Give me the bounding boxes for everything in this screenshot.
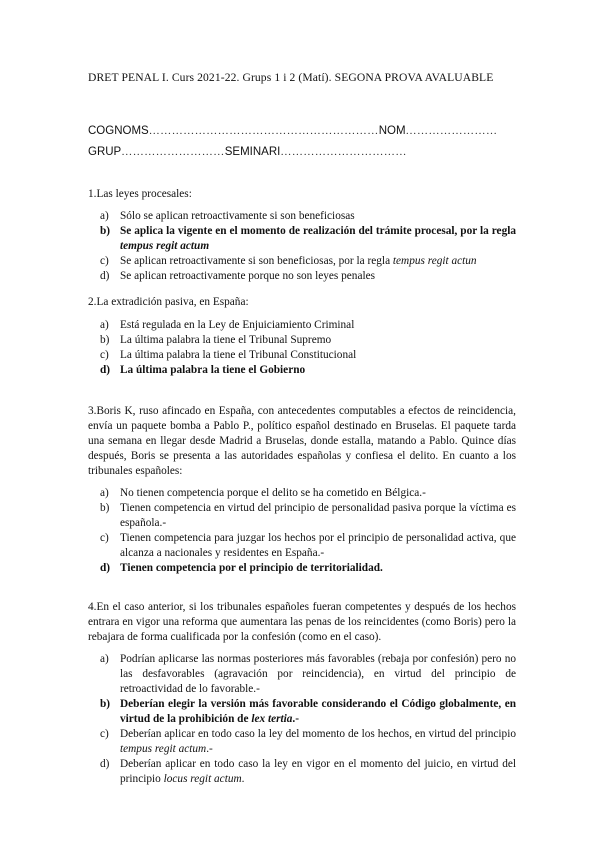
question-2-stem: 2.La extradición pasiva, en España:: [88, 296, 249, 308]
question-4-options: [88, 652, 516, 787]
q1-option-a[interactable]: a) Sólo se aplican retroactivamente si son beneficiosas: [100, 210, 355, 222]
option-label: d): [100, 364, 111, 376]
q4-option-b[interactable]: b) Deberían elegir la versión más favorable considerando el Código globalmente, en virtud de la prohibición de lex tertia.-: [100, 698, 516, 725]
q2-option-b[interactable]: b) La última palabra la tiene el Tribunal Supremo: [100, 334, 332, 346]
q1-option-b[interactable]: b) Se aplica la vigente en el momento de realización del trámite procesal, por la regla tempus regit actum: [100, 225, 516, 252]
option-label: b): [100, 225, 111, 237]
q4-option-d[interactable]: d) Deberían aplicar en todo caso la ley en vigor en el momento del juicio, en virtud del principio locus regit actum.: [100, 758, 516, 785]
option-label: c): [100, 349, 109, 361]
q2-option-d[interactable]: d) La última palabra la tiene el Gobierno: [100, 364, 306, 376]
question-4: [88, 600, 516, 787]
option-label: b): [100, 502, 110, 514]
grup-line: [88, 142, 407, 160]
seminari-field[interactable]: ……………………………: [280, 146, 407, 158]
option-label: a): [100, 319, 109, 331]
grup-field[interactable]: ………………………: [121, 146, 225, 158]
option-label: a): [100, 487, 109, 499]
option-label: b): [100, 334, 110, 346]
option-label: d): [100, 270, 110, 282]
option-label: d): [100, 562, 111, 574]
q3-option-a[interactable]: a) No tienen competencia porque el delito se ha cometido en Bélgica.-: [100, 487, 426, 499]
cognoms-field[interactable]: ……………………………………………………: [148, 125, 379, 137]
q2-option-a[interactable]: a) Está regulada en la Ley de Enjuiciamiento Criminal: [100, 319, 355, 331]
nom-label: NOM: [378, 125, 406, 137]
option-label: a): [100, 210, 109, 222]
q1-option-d[interactable]: d) Se aplican retroactivamente porque no son leyes penales: [100, 270, 376, 282]
option-label: c): [100, 728, 109, 740]
question-1-options: [88, 209, 516, 284]
question-4-stem: 4.En el caso anterior, si los tribunales españoles fueran competentes y después de los hechos entrara en vigor una reforma que aumentara las penas de los reincidentes (como Boris) pero la rebajara de forma cualificada por la confesión (como en el caso).: [88, 601, 516, 643]
q3-option-d[interactable]: d) Tienen competencia por el principio de territorialidad.: [100, 562, 383, 574]
q2-option-c[interactable]: c) La última palabra la tiene el Tribunal Constitucional: [100, 349, 357, 361]
option-label: b): [100, 698, 111, 710]
option-label: c): [100, 255, 109, 267]
seminari-label: SEMINARI: [224, 146, 281, 158]
q1-option-c[interactable]: c) Se aplican retroactivamente si son beneficiosas, por la regla tempus regit actun: [100, 255, 477, 267]
cognoms-label: COGNOMS: [88, 125, 149, 137]
q3-option-b[interactable]: b) Tienen competencia en virtud del principio de personalidad pasiva porque la víctima es española.-: [100, 502, 516, 529]
question-1: [88, 187, 516, 284]
q3-option-c[interactable]: c) Tienen competencia para juzgar los hechos por el principio de personalidad activa, que alcanza a nacionales y residentes en España.-: [100, 532, 516, 559]
option-label: c): [100, 532, 109, 544]
question-3-options: [88, 486, 516, 576]
question-2-options: [88, 318, 516, 378]
cognoms-line: [88, 121, 498, 139]
q4-option-c[interactable]: c) Deberían aplicar en todo caso la ley del momento de los hechos, en virtud del principio tempus regit actum.-: [100, 728, 516, 755]
q4-option-a[interactable]: a) Podrían aplicarse las normas posteriores más favorables (rebaja por confesión) pero no las desfavorables (agravación por reincidencia), en virtud del principio de retroactividad de lo favorable.-: [100, 653, 516, 695]
question-1-stem: 1.Las leyes procesales:: [88, 188, 192, 200]
nom-field[interactable]: ……………………: [405, 125, 498, 137]
question-2: [88, 295, 516, 378]
grup-label: GRUP: [88, 146, 122, 158]
option-label: d): [100, 758, 110, 770]
question-3: [88, 404, 516, 576]
option-label: a): [100, 653, 109, 665]
page-title: DRET PENAL I. Curs 2021-22. Grups 1 i 2 (Matí). SEGONA PROVA AVALUABLE: [88, 71, 494, 84]
question-3-stem: 3.Boris K, ruso afincado en España, con antecedentes computables a efectos de reincidencia, envía un paquete bomba a Pablo P., político español destinado en Bruselas. El paquete tarda una semana en llegar desde Madrid a Bruselas, donde estalla, matando a Pablo. Quince días después, Boris se presenta a las autoridades españolas y confiesa el delito. En cuanto a los tribunales españoles:: [88, 405, 516, 477]
